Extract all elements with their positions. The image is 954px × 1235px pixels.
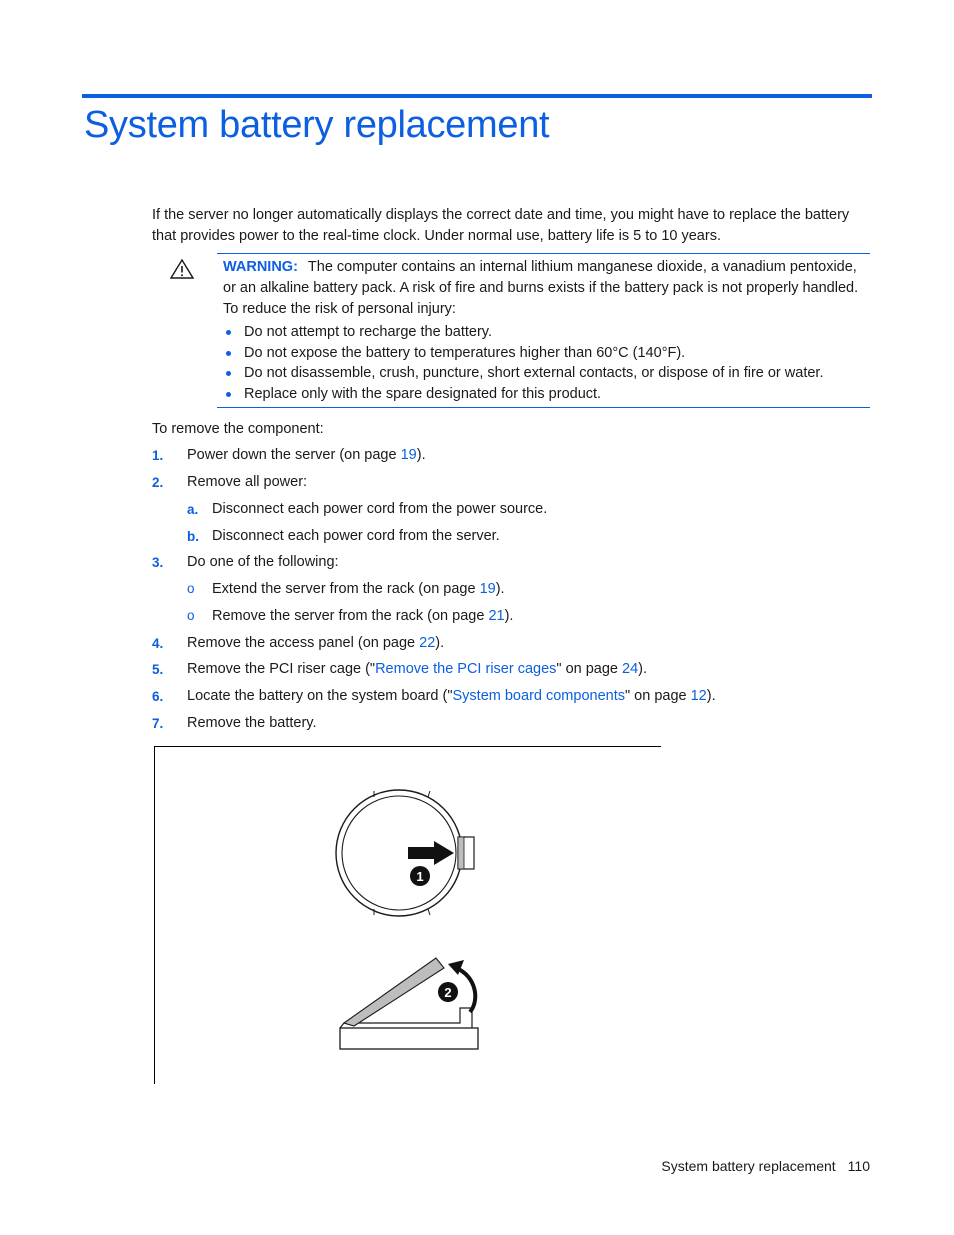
figure-frame-top: [154, 746, 661, 747]
warning-triangle-icon: [170, 259, 194, 279]
step-3b: [212, 608, 513, 624]
step-text: ).: [638, 661, 648, 677]
substep-marker: o: [187, 608, 195, 623]
step-text: ).: [706, 688, 716, 704]
step-1: [187, 447, 426, 463]
step-5: [187, 661, 647, 677]
step-number: 7.: [152, 716, 164, 731]
callout-2: [438, 982, 458, 1002]
step-text: Locate the battery on the system board (": [187, 688, 453, 704]
warning-body: The computer contains an internal lithium manganese dioxide, a vanadium pentoxide, or an alkaline battery pack. A risk of fire and burns exists if the battery pack is not properly handled. To reduce the risk of personal injury:: [223, 259, 859, 317]
push-arrow-icon: [408, 841, 454, 865]
step-2b: Disconnect each power cord from the server.: [212, 528, 500, 544]
step-number: 5.: [152, 662, 164, 677]
page-link[interactable]: 21: [488, 608, 505, 624]
list-item: Do not disassemble, crush, puncture, short external contacts, or dispose of in fire or water.: [223, 363, 863, 384]
step-4: [187, 635, 444, 651]
step-3: Do one of the following:: [187, 554, 339, 570]
step-text: Power down the server (on page: [187, 447, 401, 463]
step-2a: Disconnect each power cord from the power source.: [212, 501, 548, 517]
callout-number: 2: [444, 985, 452, 1000]
step-text: ).: [416, 447, 426, 463]
step-text: ).: [504, 608, 514, 624]
step-text: ).: [495, 581, 505, 597]
step-text: " on page: [624, 688, 691, 704]
warning-label: WARNING:: [223, 259, 298, 275]
list-item: Do not attempt to recharge the battery.: [223, 322, 863, 343]
step-text: ).: [435, 635, 445, 651]
substep-marker: b.: [187, 529, 199, 544]
section-link[interactable]: Remove the PCI riser cages: [375, 661, 557, 677]
substep-marker: o: [187, 581, 195, 596]
page-title: System battery replacement: [84, 104, 550, 146]
step-number: 6.: [152, 689, 164, 704]
step-6: [187, 688, 716, 704]
step-number: 3.: [152, 555, 164, 570]
page-link[interactable]: 22: [419, 635, 436, 651]
callout-1: [410, 866, 430, 886]
page-link[interactable]: 12: [690, 688, 707, 704]
page-link[interactable]: 24: [622, 661, 639, 677]
step-number: 4.: [152, 636, 164, 651]
page-link[interactable]: 19: [400, 447, 417, 463]
step-text: " on page: [556, 661, 623, 677]
procedure-intro: To remove the component:: [152, 421, 324, 437]
title-rule: [82, 94, 872, 98]
list-item: Replace only with the spare designated for this product.: [223, 384, 863, 405]
warning-text: [223, 257, 863, 320]
list-item: Do not expose the battery to temperatures higher than 60°C (140°F).: [223, 343, 863, 364]
substep-marker: a.: [187, 502, 199, 517]
step-text: Remove the PCI riser cage (": [187, 661, 376, 677]
figure-frame-left: [154, 746, 155, 1084]
intro-paragraph: If the server no longer automatically displays the correct date and time, you might have to replace the battery that provides power to the real-time clock. Under normal use, battery life is 5 to 10 years.: [152, 207, 850, 244]
step-7: Remove the battery.: [187, 715, 317, 731]
step-number: 1.: [152, 448, 164, 463]
section-link[interactable]: System board components: [452, 688, 625, 704]
page-footer: [661, 1158, 870, 1174]
step-2: Remove all power:: [187, 474, 308, 490]
step-text: Extend the server from the rack (on page: [212, 581, 480, 597]
step-number: 2.: [152, 475, 164, 490]
step-text: Remove the server from the rack (on page: [212, 608, 489, 624]
callout-number: 1: [416, 869, 424, 884]
step-text: Remove the access panel (on page: [187, 635, 420, 651]
page-link[interactable]: 19: [479, 581, 496, 597]
warning-bullets: [223, 322, 863, 404]
step-3a: [212, 581, 505, 597]
footer-section: System battery replacement: [661, 1158, 836, 1174]
battery-removal-illustration: [330, 780, 500, 1060]
footer-page-number: 110: [847, 1158, 870, 1174]
